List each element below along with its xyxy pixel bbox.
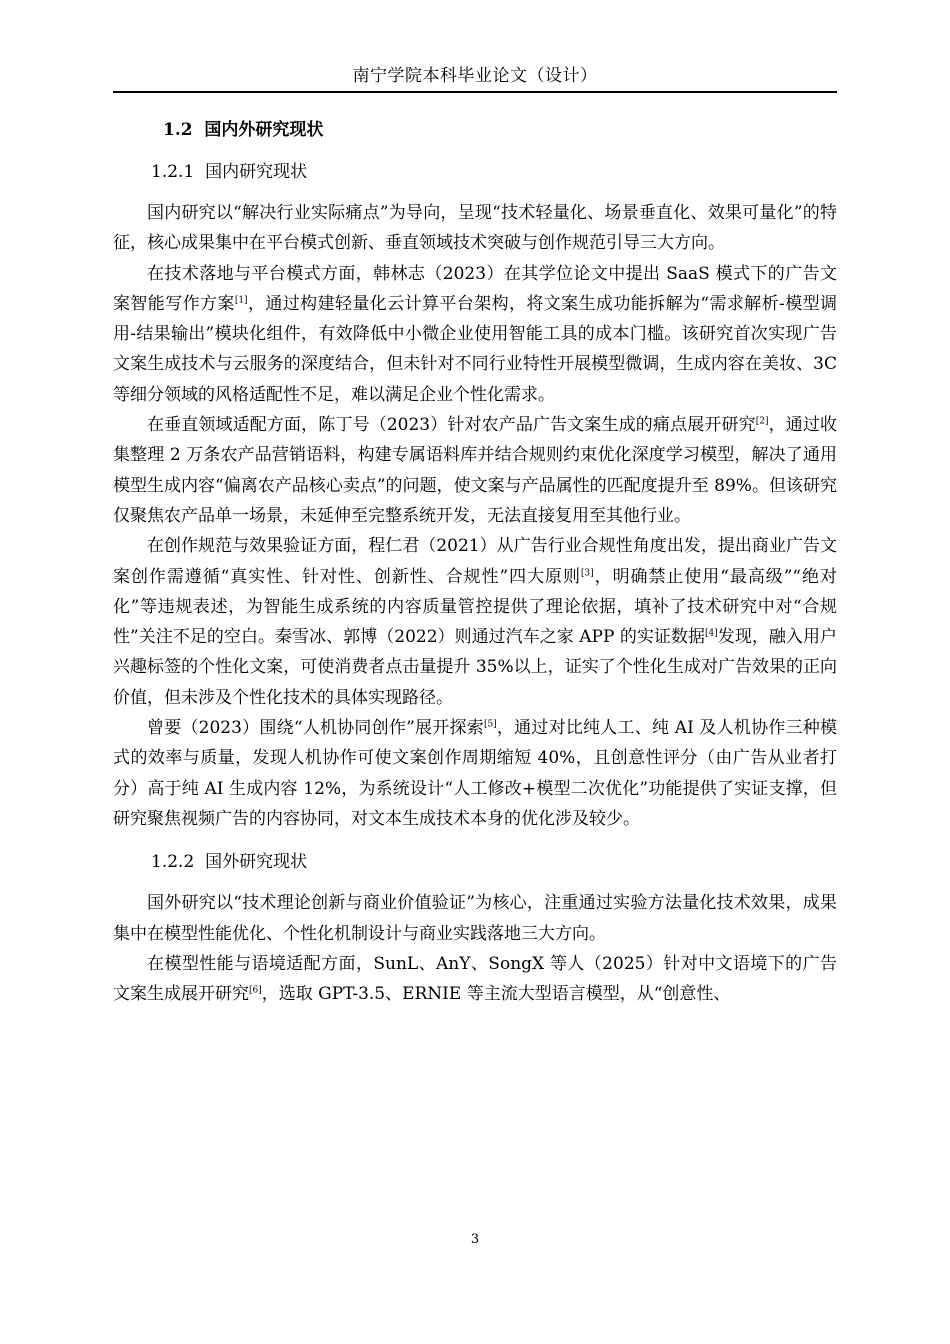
- subsection-heading-domestic: [113, 156, 837, 188]
- paragraph-text: 曾要（2023）围绕“人机协同创作”展开探索: [147, 718, 484, 739]
- citation-ref: [5]: [483, 719, 497, 730]
- citation-ref: [1]: [234, 295, 248, 306]
- paragraph-text: ，通过构建轻量化云计算平台架构，将文案生成功能拆解为“需求解析-模型调用-结果输出”模块化组件，有效降低中小微企业使用智能工具的成本门槛。该研究首次实现广告文案生成技术与云服务的深度结合，但未针对不同行业特性开展模型微调，生成内容在美妆、3C 等细分领域的风格适配性不足，难以满足企业个性化需求。: [113, 293, 838, 405]
- paragraph: [113, 888, 837, 949]
- running-header: 南宁学院本科毕业论文（设计）: [352, 66, 598, 86]
- subsection-heading-foreign: [113, 846, 837, 878]
- paragraph: [113, 198, 837, 259]
- paragraph: [113, 259, 837, 410]
- paragraph: [113, 531, 837, 713]
- citation-ref: [2]: [755, 416, 769, 427]
- paragraph-text: ，明确禁止使用“最高级”“绝对化”等违规表述，为智能生成系统的内容质量管控提供了理论依据，填补了技术研究中对“合规性”关注不足的空白。秦雪冰、郭博（2022）则通过汽车之家 APP 的实证数据: [113, 566, 837, 648]
- subsection-number: 1.2.1: [151, 162, 195, 182]
- citation-ref: [4]: [705, 628, 718, 639]
- paragraph: [113, 949, 837, 1010]
- paragraph-text: 国外研究以“技术理论创新与商业价值验证”为核心，注重通过实验方法量化技术效果，成果集中在模型性能优化、个性化机制设计与商业实践落地三大方向。: [113, 893, 837, 944]
- paragraph-text: 发现，融入用户兴趣标签的个性化文案，可使消费者点击量提升 35%以上，证实了个性化生成对广告效果的正向价值，但未涉及个性化技术的具体实现路径。: [113, 627, 837, 708]
- citation-ref: [3]: [580, 567, 594, 578]
- section-number: 1.2: [163, 120, 193, 140]
- section-heading: [113, 114, 837, 146]
- paragraph-text: 在技术落地与平台模式方面，韩林志（2023）在其学位论文中提出 SaaS 模式下的广告文案智能写作方案: [113, 263, 837, 314]
- citation-ref: [6]: [249, 985, 262, 996]
- paragraph-text: 在创作规范与效果验证方面，程仁君（2021）从广告行业合规性角度出发，提出商业广告文案创作需遵循“真实性、针对性、创新性、合规性”四大原则: [113, 536, 837, 587]
- subsection-title: 国外研究现状: [205, 852, 308, 873]
- paragraph-text: 国内研究以“解决行业实际痛点”为导向，呈现“技术轻量化、场景垂直化、效果可量化”的特征，核心成果集中在平台模式创新、垂直领域技术突破与创作规范引导三大方向。: [113, 203, 837, 254]
- paragraph-text: ，通过收集整理 2 万条农产品营销语料，构建专属语料库并结合规则约束优化深度学习模型，解决了通用模型生成内容“偏离农产品核心卖点”的问题，使文案与产品属性的匹配度提升至 89%。但该研究仅聚焦农产品单一场景，未延伸至完整系统开发，无法直接复用至其他行业。: [113, 415, 838, 526]
- page-number: 3: [470, 1232, 480, 1247]
- subsection-title: 国内研究现状: [205, 162, 308, 182]
- paragraph-text: 在垂直领域适配方面，陈丁号（2023）针对农产品广告文案生成的痛点展开研究: [147, 415, 756, 436]
- header-rule: [113, 91, 837, 93]
- paragraph-text: ，选取 GPT-3.5、ERNIE 等主流大型语言模型，从“创意性、: [261, 984, 731, 1005]
- paragraph: [113, 713, 837, 834]
- section-title: 国内外研究现状: [204, 120, 324, 140]
- paragraph: [113, 410, 837, 531]
- paragraph-text: ，通过对比纯人工、纯 AI 及人机协作三种模式的效率与质量，发现人机协作可使文案创作周期缩短 40%，且创意性评分（由广告从业者打分）高于纯 AI 生成内容 12%，为系统设计“人工修改+模型二次优化”功能提供了实证支撑，但研究聚焦视频广告的内容协同，对文本生成技术本身的优化涉及较少。: [113, 718, 837, 829]
- paragraph-text: 在模型性能与语境适配方面，SunL、AnY、SongX 等人（2025）针对中文语境下的广告文案生成展开研究: [113, 953, 837, 1005]
- subsection-number: 1.2.2: [151, 852, 195, 873]
- body-content: [113, 114, 837, 1009]
